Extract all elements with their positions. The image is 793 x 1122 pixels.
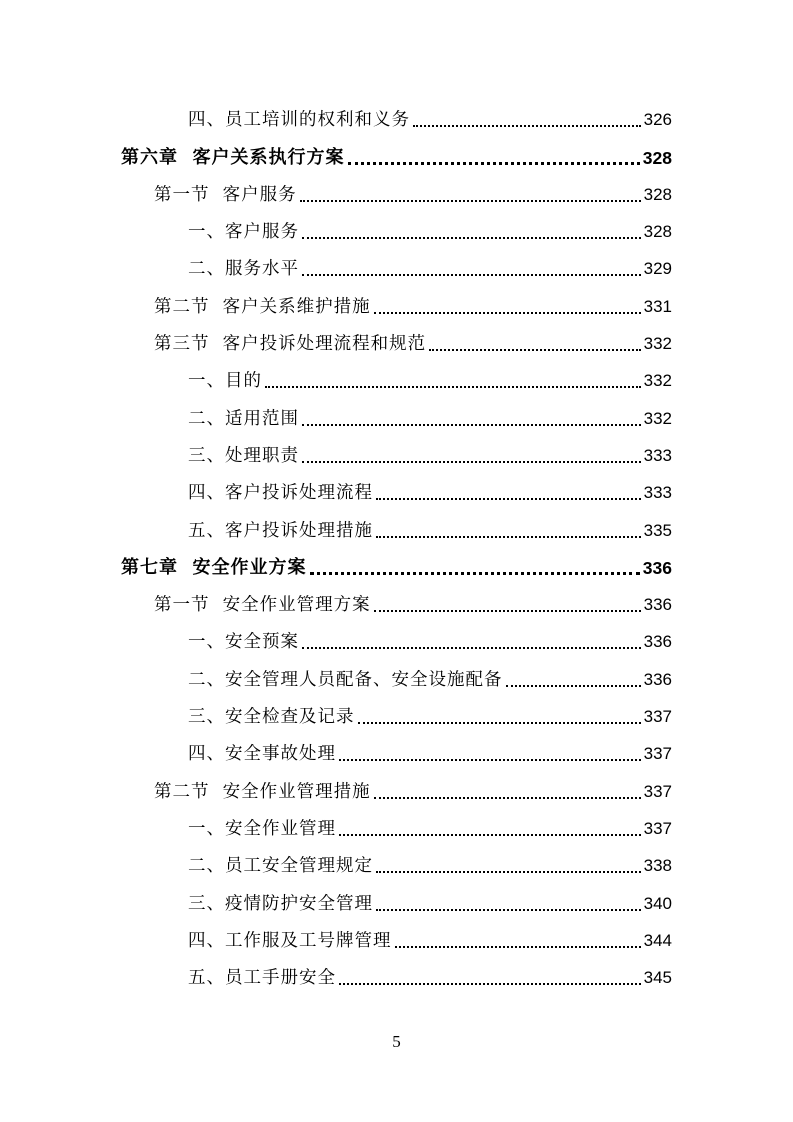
toc-entry-title: 四、工作服及工号牌管理 <box>188 930 392 951</box>
toc-entry-title: 一、安全作业管理 <box>188 818 336 839</box>
toc-entry-page: 333 <box>643 483 672 503</box>
toc-entry-title: 第七章 安全作业方案 <box>121 556 307 578</box>
toc-subsection-entry[interactable] <box>0 623 793 660</box>
toc-entry-page: 331 <box>643 296 672 316</box>
dot-leader <box>376 536 641 538</box>
toc-chapter-entry[interactable] <box>0 549 793 586</box>
toc-entry-page: 336 <box>643 595 672 615</box>
toc-section-entry[interactable] <box>0 176 793 213</box>
toc-entry-page: 332 <box>643 371 672 391</box>
toc-entry-page: 344 <box>643 930 672 950</box>
dot-leader <box>302 461 641 463</box>
toc-entry-title: 二、员工安全管理规定 <box>188 856 373 877</box>
toc-entry-title: 三、疫情防护安全管理 <box>188 893 373 914</box>
dot-leader <box>310 572 640 575</box>
toc-subsection-entry[interactable] <box>0 511 793 548</box>
toc-entry-page: 329 <box>643 259 672 279</box>
dot-leader <box>339 834 641 836</box>
toc-chapter-entry[interactable] <box>0 138 793 175</box>
dot-leader <box>376 498 641 500</box>
dot-leader <box>374 312 641 314</box>
dot-leader <box>429 349 641 351</box>
toc-section-entry[interactable] <box>0 325 793 362</box>
toc-entry-page: 333 <box>643 445 672 465</box>
dot-leader <box>374 610 641 612</box>
toc-entry-title: 四、安全事故处理 <box>188 744 336 765</box>
dot-leader <box>302 647 641 649</box>
toc-entry-title: 二、安全管理人员配备、安全设施配备 <box>188 669 503 690</box>
toc-entry-page: 335 <box>643 520 672 540</box>
toc-entry-page: 332 <box>643 408 672 428</box>
toc-subsection-entry[interactable] <box>0 847 793 884</box>
toc-entry-title: 一、客户服务 <box>188 222 299 243</box>
toc-entry-page: 336 <box>643 669 672 689</box>
toc-entry-title: 第三节 客户投诉处理流程和规范 <box>154 334 427 355</box>
dot-leader <box>339 759 641 761</box>
toc-subsection-entry[interactable] <box>0 213 793 250</box>
toc-entry-title: 五、员工手册安全 <box>188 968 336 989</box>
dot-leader <box>376 871 641 873</box>
dot-leader <box>374 797 641 799</box>
dot-leader <box>506 685 641 687</box>
dot-leader <box>358 722 641 724</box>
toc-entry-page: 337 <box>643 781 672 801</box>
dot-leader <box>348 162 640 165</box>
toc-entry-page: 337 <box>643 818 672 838</box>
toc-subsection-entry[interactable] <box>0 735 793 772</box>
toc-subsection-entry[interactable] <box>0 250 793 287</box>
toc-subsection-entry[interactable] <box>0 884 793 921</box>
toc-entry-page: 336 <box>643 632 672 652</box>
toc-entry-page: 328 <box>643 222 672 242</box>
dot-leader <box>395 946 641 948</box>
dot-leader <box>339 983 641 985</box>
toc-entry-page: 328 <box>642 147 672 168</box>
toc-subsection-entry[interactable] <box>0 660 793 697</box>
toc-entry-title: 三、处理职责 <box>188 445 299 466</box>
toc-section-entry[interactable] <box>0 772 793 809</box>
toc-entry-title: 四、客户投诉处理流程 <box>188 483 373 504</box>
toc-entry-title: 二、服务水平 <box>188 259 299 280</box>
toc-entry-title: 一、安全预案 <box>188 632 299 653</box>
toc-subsection-entry[interactable] <box>0 101 793 138</box>
toc-subsection-entry[interactable] <box>0 437 793 474</box>
toc-subsection-entry[interactable] <box>0 399 793 436</box>
toc-entry-title: 第一节 客户服务 <box>154 184 297 205</box>
dot-leader <box>413 125 641 127</box>
toc-subsection-entry[interactable] <box>0 474 793 511</box>
toc-subsection-entry[interactable] <box>0 362 793 399</box>
table-of-contents <box>0 101 793 996</box>
toc-section-entry[interactable] <box>0 287 793 324</box>
toc-entry-title: 第二节 客户关系维护措施 <box>154 296 371 317</box>
toc-subsection-entry[interactable] <box>0 922 793 959</box>
toc-subsection-entry[interactable] <box>0 810 793 847</box>
dot-leader <box>302 237 641 239</box>
toc-entry-title: 五、客户投诉处理措施 <box>188 520 373 541</box>
toc-entry-page: 336 <box>642 557 672 578</box>
dot-leader <box>300 200 641 202</box>
toc-entry-page: 345 <box>643 968 672 988</box>
toc-entry-title: 二、适用范围 <box>188 408 299 429</box>
dot-leader <box>376 909 641 911</box>
toc-subsection-entry[interactable] <box>0 698 793 735</box>
toc-entry-title: 四、员工培训的权利和义务 <box>188 110 410 131</box>
toc-entry-page: 332 <box>643 334 672 354</box>
page-number: 5 <box>392 1032 401 1051</box>
toc-entry-page: 340 <box>643 893 672 913</box>
toc-subsection-entry[interactable] <box>0 959 793 996</box>
dot-leader <box>265 386 641 388</box>
toc-entry-page: 338 <box>643 856 672 876</box>
toc-entry-page: 337 <box>643 744 672 764</box>
toc-section-entry[interactable] <box>0 586 793 623</box>
toc-entry-page: 326 <box>643 110 672 130</box>
toc-entry-title: 第一节 安全作业管理方案 <box>154 595 371 616</box>
toc-entry-title: 三、安全检查及记录 <box>188 707 355 728</box>
dot-leader <box>302 424 641 426</box>
toc-entry-page: 337 <box>643 707 672 727</box>
dot-leader <box>302 274 641 276</box>
toc-entry-title: 第六章 客户关系执行方案 <box>121 146 345 168</box>
toc-entry-title: 第二节 安全作业管理措施 <box>154 781 371 802</box>
toc-entry-title: 一、目的 <box>188 371 262 392</box>
toc-entry-page: 328 <box>643 184 672 204</box>
